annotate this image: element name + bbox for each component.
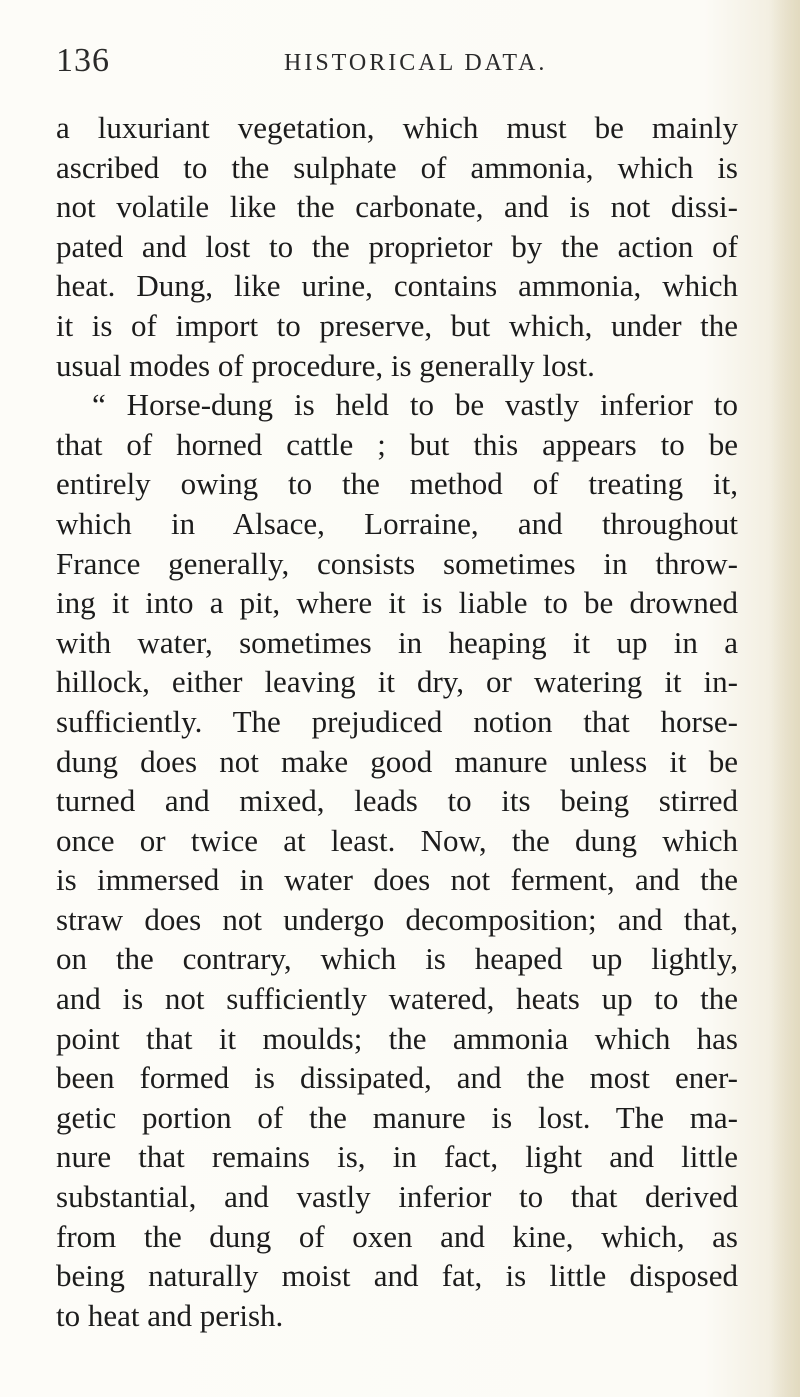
text-line: getic portion of the manure is lost. The ma- — [56, 1099, 738, 1135]
paragraph-start-line: “ Horse-dung is held to be vastly inferior to — [92, 387, 738, 423]
paragraph-end-line: to heat and perish. — [56, 1297, 284, 1333]
text-line: is immersed in water does not ferment, and the — [56, 862, 738, 898]
text-line: which in Alsace, Lorraine, and throughout — [56, 505, 738, 541]
text-line: it is of import to preserve, but which, under the — [56, 307, 738, 343]
page-edge-shadow — [770, 0, 800, 1397]
text-line: point that it moulds; the ammonia which has — [56, 1020, 738, 1056]
text-line: been formed is dissipated, and the most ener- — [56, 1060, 738, 1096]
body-text — [56, 108, 738, 1335]
text-line: not volatile like the carbonate, and is not dissi- — [56, 189, 738, 225]
text-line: on the contrary, which is heaped up lightly, — [56, 941, 738, 977]
text-line: sufficiently. The prejudiced notion that horse- — [56, 703, 738, 739]
text-line: turned and mixed, leads to its being stirred — [56, 783, 738, 819]
text-line: entirely owing to the method of treating it, — [56, 466, 738, 502]
text-line: France generally, consists sometimes in throw- — [56, 545, 738, 581]
text-line: hillock, either leaving it dry, or watering it in- — [56, 664, 738, 700]
paragraph-end-line: usual modes of procedure, is generally lost. — [56, 347, 595, 383]
page-number: 136 — [56, 42, 110, 79]
text-line: ing it into a pit, where it is liable to be drowned — [56, 585, 738, 621]
text-line: dung does not make good manure unless it be — [56, 743, 738, 779]
page-header — [56, 42, 766, 92]
text-line: once or twice at least. Now, the dung which — [56, 822, 738, 858]
text-line: that of horned cattle ; but this appears to be — [56, 426, 738, 462]
text-line: with water, sometimes in heaping it up in a — [56, 624, 738, 660]
text-line: a luxuriant vegetation, which must be mainly — [56, 110, 738, 145]
text-line: straw does not undergo decomposition; and that, — [56, 901, 738, 937]
text-line: pated and lost to the proprietor by the action of — [56, 228, 738, 264]
running-head: HISTORICAL DATA. — [284, 50, 548, 76]
text-line: and is not sufficiently watered, heats up to the — [56, 981, 738, 1017]
text-line: being naturally moist and fat, is little disposed — [56, 1258, 738, 1294]
text-line: from the dung of oxen and kine, which, as — [56, 1218, 738, 1254]
text-line: nure that remains is, in fact, light and little — [56, 1139, 738, 1175]
text-line: heat. Dung, like urine, contains ammonia, which — [56, 268, 738, 304]
text-line: ascribed to the sulphate of ammonia, which is — [56, 149, 738, 185]
text-line: substantial, and vastly inferior to that derived — [56, 1179, 738, 1215]
